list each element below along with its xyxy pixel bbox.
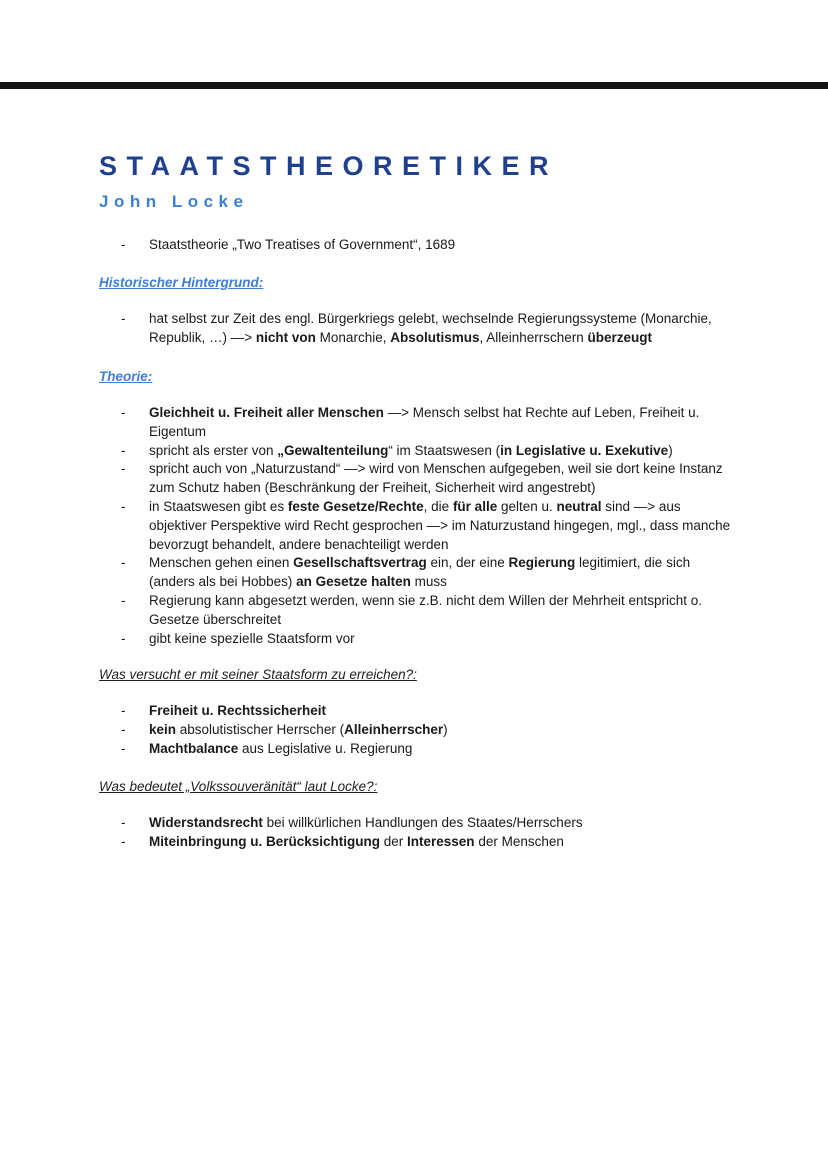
bold-text: Freiheit u. Rechtssicherheit (149, 703, 327, 718)
section-list (99, 702, 739, 758)
section-historischer-hintergrund (99, 274, 739, 348)
list-item (99, 592, 739, 630)
text: absolutistischer Herrscher ( (176, 721, 345, 737)
text: gelten u. (497, 498, 557, 514)
intro-list (99, 236, 739, 255)
text: muss (410, 574, 447, 590)
text: Regierung kann abgesetzt werden, wenn sie z.B. nicht dem Willen der Mehrheit entspricht o. Gesetze überschreitet (149, 592, 703, 627)
bold-text: Gesellschaftsvertrag (293, 555, 427, 571)
list-item (99, 460, 739, 498)
text: ) (668, 442, 673, 458)
section-list (99, 404, 739, 648)
list-item (99, 721, 739, 740)
text: ein, der eine (426, 555, 509, 571)
bold-text: feste Gesetze/Rechte (287, 498, 424, 514)
list-item (99, 442, 739, 461)
section-heading: Theorie: (99, 369, 153, 384)
bold-text: Machtbalance (149, 740, 239, 756)
text: ) (443, 721, 448, 737)
list-item (99, 702, 739, 721)
top-rule (0, 82, 828, 89)
page-subtitle: John Locke (99, 192, 249, 211)
bold-text: nicht von (255, 329, 316, 345)
bullet-dash: - (121, 740, 126, 756)
bold-text: „Gewaltenteilung (277, 442, 389, 458)
bold-text: kein (149, 721, 177, 737)
bold-text: Widerstandsrecht (149, 815, 263, 830)
bullet-dash: - (121, 833, 126, 849)
text: Monarchie, (315, 329, 391, 345)
bullet-dash: - (121, 703, 126, 718)
text: der Menschen (474, 833, 564, 849)
section-list (99, 310, 739, 348)
bullet-dash: - (121, 498, 126, 514)
text: hat selbst zur Zeit des engl. Bürgerkriegs gelebt, wechselnde Regierungssysteme (Monarchie, Republik, …) —> (149, 311, 712, 345)
list-item (99, 404, 739, 442)
page-title: STAATSTHEORETIKER (99, 151, 559, 181)
bullet-dash: - (121, 815, 126, 830)
section-volkssouveraenitaet (99, 778, 739, 852)
bullet-dash: - (121, 405, 126, 420)
text: “ im Staatswesen ( (388, 442, 501, 458)
list-item (99, 740, 739, 759)
list-item (99, 236, 739, 255)
list-item (99, 554, 739, 592)
bold-text: Miteinbringung u. Berücksichtigung (149, 833, 380, 849)
section-list (99, 814, 739, 852)
bold-text: für alle (452, 498, 498, 514)
bold-text: Alleinherrscher (344, 721, 444, 737)
bold-text: überzeugt (587, 329, 653, 345)
bullet-dash: - (121, 311, 126, 326)
text: , Alleinherrschern (479, 329, 588, 345)
text: Staatstheorie „Two Treatises of Government“, 1689 (149, 237, 456, 252)
bullet-dash: - (121, 237, 126, 252)
list-item (99, 310, 739, 348)
section-heading: Historischer Hintergrund: (99, 275, 264, 290)
text: bei willkürlichen Handlungen des Staates/Herrschers (262, 815, 583, 830)
text: aus Legislative u. Regierung (238, 740, 413, 756)
list-item (99, 630, 739, 649)
text: spricht als erster von (149, 442, 278, 458)
text: gibt keine spezielle Staatsform vor (149, 630, 355, 646)
document-body (99, 150, 739, 849)
bold-text: neutral (556, 498, 602, 514)
bullet-dash: - (121, 461, 126, 477)
bullet-dash: - (121, 592, 126, 608)
bold-text: Interessen (407, 833, 475, 849)
section-heading: Was bedeutet „Volkssouveränität“ laut Locke?: (99, 779, 378, 794)
bold-text: in Legislative u. Exekutive (500, 442, 669, 458)
bold-text: Regierung (508, 555, 576, 571)
intro-block (99, 236, 739, 255)
text: der (380, 833, 408, 849)
bullet-dash: - (121, 721, 126, 737)
bold-text: Absolutismus (390, 329, 480, 345)
text: sind —> aus objektiver Perspektive wird Recht gesprochen —> im Naturzustand hingegen, mgl., dass manche bevorzugt behandelt, andere benachteiligt werden (149, 498, 731, 552)
list-item (99, 833, 739, 852)
list-item (99, 498, 739, 554)
text: legitimiert, die sich (anders als bei Hobbes) (149, 555, 691, 590)
text: , die (423, 498, 453, 514)
section-heading: Was versucht er mit seiner Staatsform zu erreichen?: (99, 667, 417, 682)
text: in Staatswesen gibt es (149, 498, 288, 514)
section-theorie (99, 368, 739, 648)
section-ziele (99, 666, 739, 758)
bullet-dash: - (121, 630, 126, 646)
text: spricht auch von „Naturzustand“ —> wird von Menschen aufgegeben, weil sie dort keine Instanz zum Schutz haben (Beschränkung der Freiheit, Sicherheit wird angestrebt) (149, 461, 723, 496)
text: Menschen gehen einen (149, 555, 294, 571)
bullet-dash: - (121, 555, 126, 571)
bullet-dash: - (121, 442, 126, 458)
list-item (99, 814, 739, 833)
text: —> Mensch selbst hat Rechte auf Leben, Freiheit u. Eigentum (149, 405, 700, 439)
bold-text: Gleichheit u. Freiheit aller Menschen (149, 405, 384, 420)
bold-text: an Gesetze halten (296, 574, 411, 590)
